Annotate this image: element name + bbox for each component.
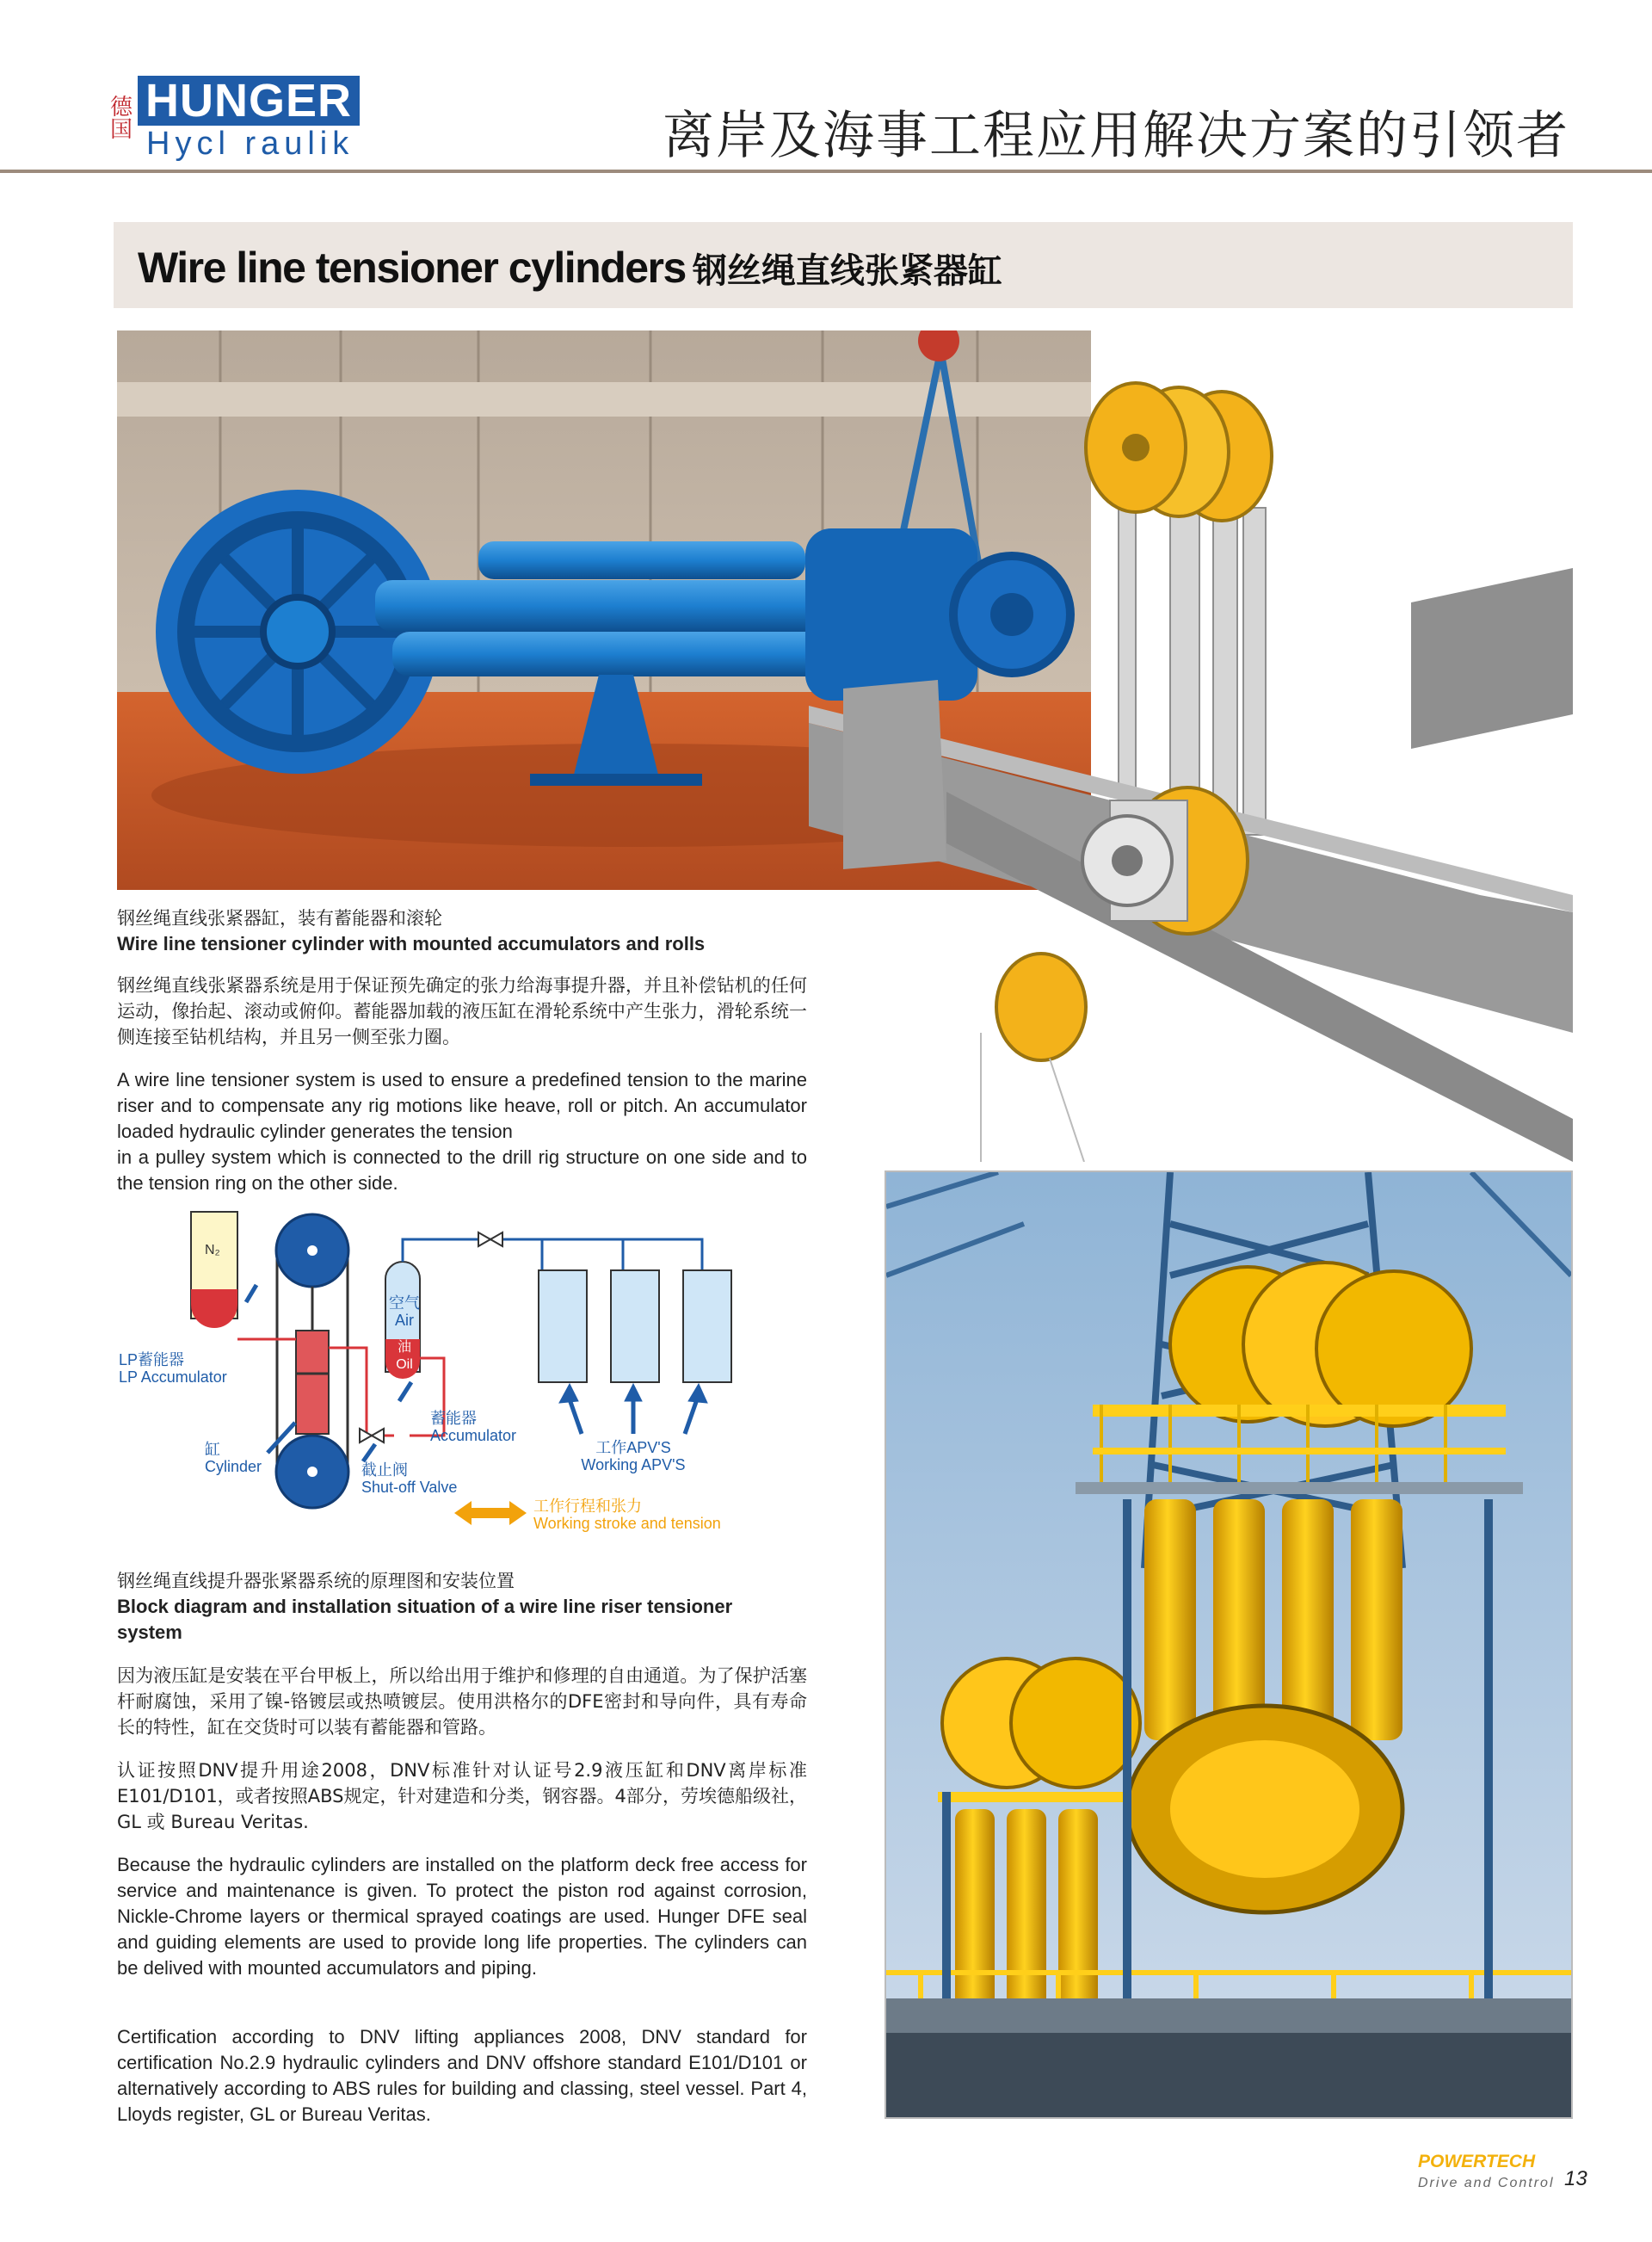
figure1-caption-en: Wire line tensioner cylinder with mounted accumulators and rolls bbox=[117, 933, 706, 954]
diagram-air-en: Air bbox=[395, 1312, 414, 1329]
diagram-oil-label bbox=[389, 1339, 420, 1374]
logo-country-label: 德国 bbox=[110, 95, 133, 143]
brand-subtitle: Hycl raulik bbox=[146, 126, 354, 162]
diagram-air-cn: 空气 bbox=[389, 1294, 420, 1312]
diagram-oil-en: Oil bbox=[396, 1357, 413, 1372]
page-title-cn: 钢丝绳直线张紧器缸 bbox=[692, 252, 1002, 290]
header-slogan: 离岸及海事工程应用解决方案的引领者 bbox=[663, 106, 1569, 166]
figure2-caption-en: Block diagram and installation situation of a wire line riser tensioner system bbox=[117, 1596, 733, 1643]
intro-paragraph-en-2: in a pulley system which is connected to the drill rig structure on one side and to the tension ring on the other side. bbox=[117, 1146, 807, 1194]
diagram-acc-en: Accumulator bbox=[430, 1427, 517, 1444]
offshore-rig-photo bbox=[885, 1170, 1573, 2119]
intro-paragraph-cn: 钢丝绳直线张紧器系统是用于保证预先确定的张力给海事提升器，并且补偿钻机的任何运动，像抬起、滚动或俯仰。蓄能器加载的液压缸在滑轮系统中产生张力，滑轮系统一侧连接至钻机结构，并且另一侧至张力圈。 bbox=[117, 975, 807, 1047]
tensioner-block-diagram bbox=[117, 1203, 771, 1539]
diagram-apv-en: Working APV'S bbox=[581, 1456, 686, 1473]
diagram-lp-en: LP Accumulator bbox=[119, 1368, 227, 1386]
diagram-air-label bbox=[389, 1294, 420, 1329]
diagram-lp-accumulator-label bbox=[119, 1351, 227, 1386]
body-paragraph-en-1: Because the hydraulic cylinders are installed on the platform deck free access for service and maintenance is given. To protect the piston rod against corrosion, Nickle-Chrome layers or thermical sprayed coatings are used. Hunger DFE seal and guiding elements are used to provide long life properties. The cylinders can be delived with mounted accumulators and piping. bbox=[117, 1854, 807, 1979]
diagram-cyl-en: Cylinder bbox=[205, 1458, 262, 1475]
diagram-n2-label: N₂ bbox=[205, 1243, 220, 1257]
diagram-stroke-cn: 工作行程和张力 bbox=[533, 1498, 642, 1515]
diagram-accumulator-label bbox=[430, 1410, 516, 1444]
page-title bbox=[138, 243, 1002, 293]
diagram-stroke-label bbox=[533, 1498, 721, 1532]
figure1-caption-cn: 钢丝绳直线张紧器缸，装有蓄能器和滚轮 bbox=[117, 908, 442, 929]
body-paragraph-cn-1: 因为液压缸是安装在平台甲板上，所以给出用于维护和修理的自由通道。为了保护活塞杆耐腐蚀，采用了镍-铬镀层或热喷镀层。使用洪格尔的DFE密封和导向件，具有寿命长的特性，缸在交货时可以装有蓄能器和管路。 bbox=[117, 1665, 807, 1738]
page-title-en: Wire line tensioner cylinders bbox=[138, 244, 686, 292]
brand-logo: HUNGER bbox=[138, 76, 360, 126]
intro-paragraph-en-1: A wire line tensioner system is used to ensure a predefined tension to the marine riser and to compensate any rig motions like heave, roll or pitch. An accumulator loaded hydraulic cylinder generates the tension bbox=[117, 1069, 807, 1142]
diagram-valve-en: Shut-off Valve bbox=[361, 1479, 458, 1496]
footer-brand: POWERTECH bbox=[1418, 2152, 1536, 2171]
figure1-caption bbox=[117, 905, 807, 957]
diagram-valve-cn: 截止阀 bbox=[361, 1461, 408, 1479]
figure2-caption bbox=[117, 1568, 771, 1646]
diagram-oil-cn: 油 bbox=[397, 1340, 411, 1355]
diagram-acc-cn: 蓄能器 bbox=[430, 1410, 477, 1427]
page-number: 13 bbox=[1564, 2167, 1587, 2190]
diagram-apv-cn: 工作APV'S bbox=[595, 1439, 671, 1456]
diagram-cylinder-label bbox=[205, 1441, 262, 1475]
diagram-stroke-en: Working stroke and tension bbox=[533, 1515, 721, 1532]
diagram-valve-label bbox=[361, 1461, 457, 1496]
tensioner-rendering bbox=[809, 344, 1573, 1162]
body-paragraph-cn-2: 认证按照DNV提升用途2008，DNV标准针对认证号2.9液压缸和DNV离岸标准E101/D101，或者按照ABS规定，针对建造和分类，钢容器。4部分，劳埃德船级社，GL 或 Bureau Veritas. bbox=[117, 1760, 807, 1832]
diagram-lp-cn: LP蓄能器 bbox=[119, 1351, 185, 1368]
header-divider bbox=[0, 170, 1652, 173]
figure2-caption-cn: 钢丝绳直线提升器张紧器系统的原理图和安装位置 bbox=[117, 1571, 515, 1591]
footer-subtitle: Drive and Control bbox=[1418, 2176, 1555, 2190]
diagram-apv-label bbox=[575, 1439, 692, 1473]
diagram-cyl-cn: 缸 bbox=[205, 1441, 220, 1458]
body-paragraph-en-2: Certification according to DNV lifting appliances 2008, DNV standard for certification No.2.9 hydraulic cylinders and DNV offshore standard E101/D101 or alternatively according to ABS rules for building and classing, steel vessel. Part 4, Lloyds register, GL or Bureau Veritas. bbox=[117, 2026, 807, 2125]
